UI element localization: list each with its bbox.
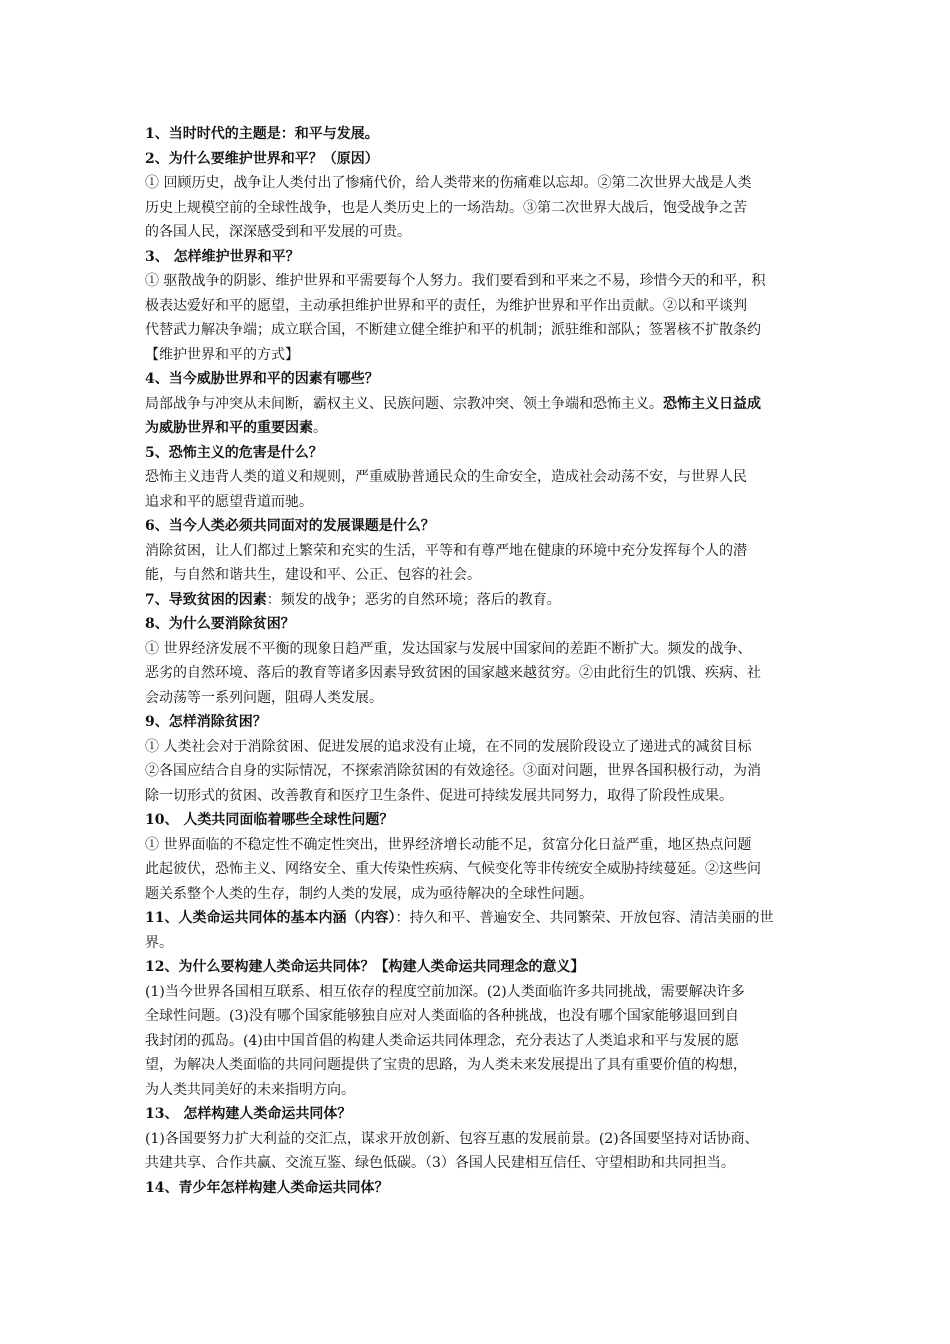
q7-heading: 7、导致贫困的因素 [145,591,267,608]
q13-heading: 13、 怎样构建人类命运共同体？ [145,1106,352,1122]
q9-answer-line: ②各国应结合自身的实际情况，不探索消除贫困的有效途径。③面对问题，世界各国积极行动，为消 [145,763,761,779]
q14-heading: 14、青少年怎样构建人类命运共同体？ [145,1179,389,1196]
q2-answer-line: 的各国人民，深深感受到和平发展的可贵。 [145,224,411,240]
q8-answer-line: 会动荡等一系列问题，阻碍人类发展。 [145,689,383,706]
q6-answer-line: 能，与自然和谐共生，建设和平、公正、包容的社会。 [145,567,481,583]
q9-answer-line: ① 人类社会对于消除贫困、促进发展的追求没有止境，在不同的发展阶段设立了递进式的减贫目标 [145,738,752,755]
q10-answer-line: 此起彼伏，恐怖主义、网络安全、重大传染性疾病、气候变化等非传统安全威胁持续蔓延。②这些问 [145,861,761,877]
q12-answer-line: (1)当今世界各国相互联系、相互依存的程度空前加深。(2)人类面临许多共同挑战，需要解决许多 [145,983,745,1000]
q3-answer-line: 极表达爱好和平的愿望，主动承担维护世界和平的责任，为维护世界和平作出贡献。②以和平谈判 [145,297,747,314]
q8-answer-line: 恶劣的自然环境、落后的教育等诸多因素导致贫困的国家越来越贫穷。②由此衍生的饥饿、疾病、社 [145,665,761,681]
q5-answer-line: 恐怖主义违背人类的道义和规则，严重威胁普通民众的生命安全，造成社会动荡不安，与世界人民 [145,469,747,485]
q13-answer-line: 共建共享、合作共赢、交流互鉴、绿色低碳。（3）各国人民建相互信任、守望相助和共同担当。 [145,1155,735,1171]
q7-line [145,588,823,613]
q3-answer-line: 代替武力解决争端；成立联合国，不断建立健全维护和平的机制；派驻维和部队；签署核不扩散条约 [145,322,761,338]
q10-answer-line: ① 世界面临的不稳定性不确定性突出，世界经济增长动能不足，贫富分化日益严重，地区热点问题 [145,836,752,853]
q6-heading: 6、当今人类必须共同面对的发展课题是什么？ [145,518,435,534]
q6-answer-line: 消除贫困，让人们都过上繁荣和充实的生活，平等和有尊严地在健康的环境中充分发挥每个人的潜 [145,542,747,559]
q3-answer-line: ① 驱散战争的阴影、维护世界和平需要每个人努力。我们要看到和平来之不易，珍惜今天的和平，积 [145,273,766,289]
q5-heading: 5、恐怖主义的危害是什么？ [145,444,323,461]
q4-heading: 4、当今威胁世界和平的因素有哪些？ [145,371,379,387]
q9-heading: 9、怎样消除贫困？ [145,714,267,730]
q4-answer-tail: 。 [313,420,327,436]
q8-heading: 8、为什么要消除贫困？ [145,616,295,632]
q4-answer-emphasis: 恐怖主义日益成 [663,395,761,412]
q10-heading: 10、 人类共同面临着哪些全球性问题？ [145,812,394,828]
q12-answer-line: 全球性问题。(3)没有哪个国家能够独自应对人类面临的各种挑战，也没有哪个国家能够退回到自 [145,1008,739,1024]
document-body [145,122,823,1200]
q4-answer-line [145,416,823,441]
q1-heading: 1、当时时代的主题是：和平与发展。 [145,126,379,142]
q12-heading: 12、为什么要构建人类命运共同体？【构建人类命运共同理念的意义】 [145,959,585,975]
q11-answer: ：持久和平、普遍安全、共同繁荣、开放包容、清洁美丽的世 [395,910,774,926]
q2-answer-line: 历史上规模空前的全球性战争，也是人类历史上的一场浩劫。③第二次世界大战后，饱受战争之苦 [145,199,747,216]
q4-answer-text: 局部战争与冲突从未间断，霸权主义、民族问题、宗教冲突、领土争端和恐怖主义。 [145,395,663,412]
q2-heading: 2、为什么要维护世界和平？（原因） [145,150,379,167]
q12-answer-line: 望，为解决人类面临的共同问题提供了宝贵的思路，为人类未来发展提出了具有重要价值的构想， [145,1057,747,1073]
q4-answer-emphasis: 为威胁世界和平的重要因素 [145,420,313,436]
q5-answer-line: 追求和平的愿望背道而驰。 [145,493,313,510]
q3-heading: 3、 怎样维护世界和平？ [145,248,300,265]
q4-answer-line [145,392,823,417]
q12-answer-line: 为人类共同美好的未来指明方向。 [145,1081,355,1098]
q11-answer-line: 界。 [145,934,173,951]
q7-answer: ：频发的战争；恶劣的自然环境；落后的教育。 [266,591,561,608]
q9-answer-line: 除一切形式的贫困、改善教育和医疗卫生条件、促进可持续发展共同努力，取得了阶段性成果。 [145,787,733,804]
q11-line [145,906,823,931]
q10-answer-line: 题关系整个人类的生存，制约人类的发展，成为亟待解决的全球性问题。 [145,885,593,902]
q13-answer-line: (1)各国要努力扩大利益的交汇点，谋求开放创新、包容互惠的发展前景。(2)各国要坚持对话协商、 [145,1130,759,1147]
q3-answer-line: 【维护世界和平的方式】 [145,346,299,363]
q12-answer-line: 我封闭的孤岛。(4)由中国首倡的构建人类命运共同体理念，充分表达了人类追求和平与发展的愿 [145,1032,739,1049]
q2-answer-line: ① 回顾历史，战争让人类付出了惨痛代价，给人类带来的伤痛难以忘却。②第二次世界大战是人类 [145,175,752,191]
q11-heading: 11、人类命运共同体的基本内涵（内容） [145,910,396,926]
q8-answer-line: ① 世界经济发展不平衡的现象日趋严重，发达国家与发展中国家间的差距不断扩大。频发的战争、 [145,640,752,657]
